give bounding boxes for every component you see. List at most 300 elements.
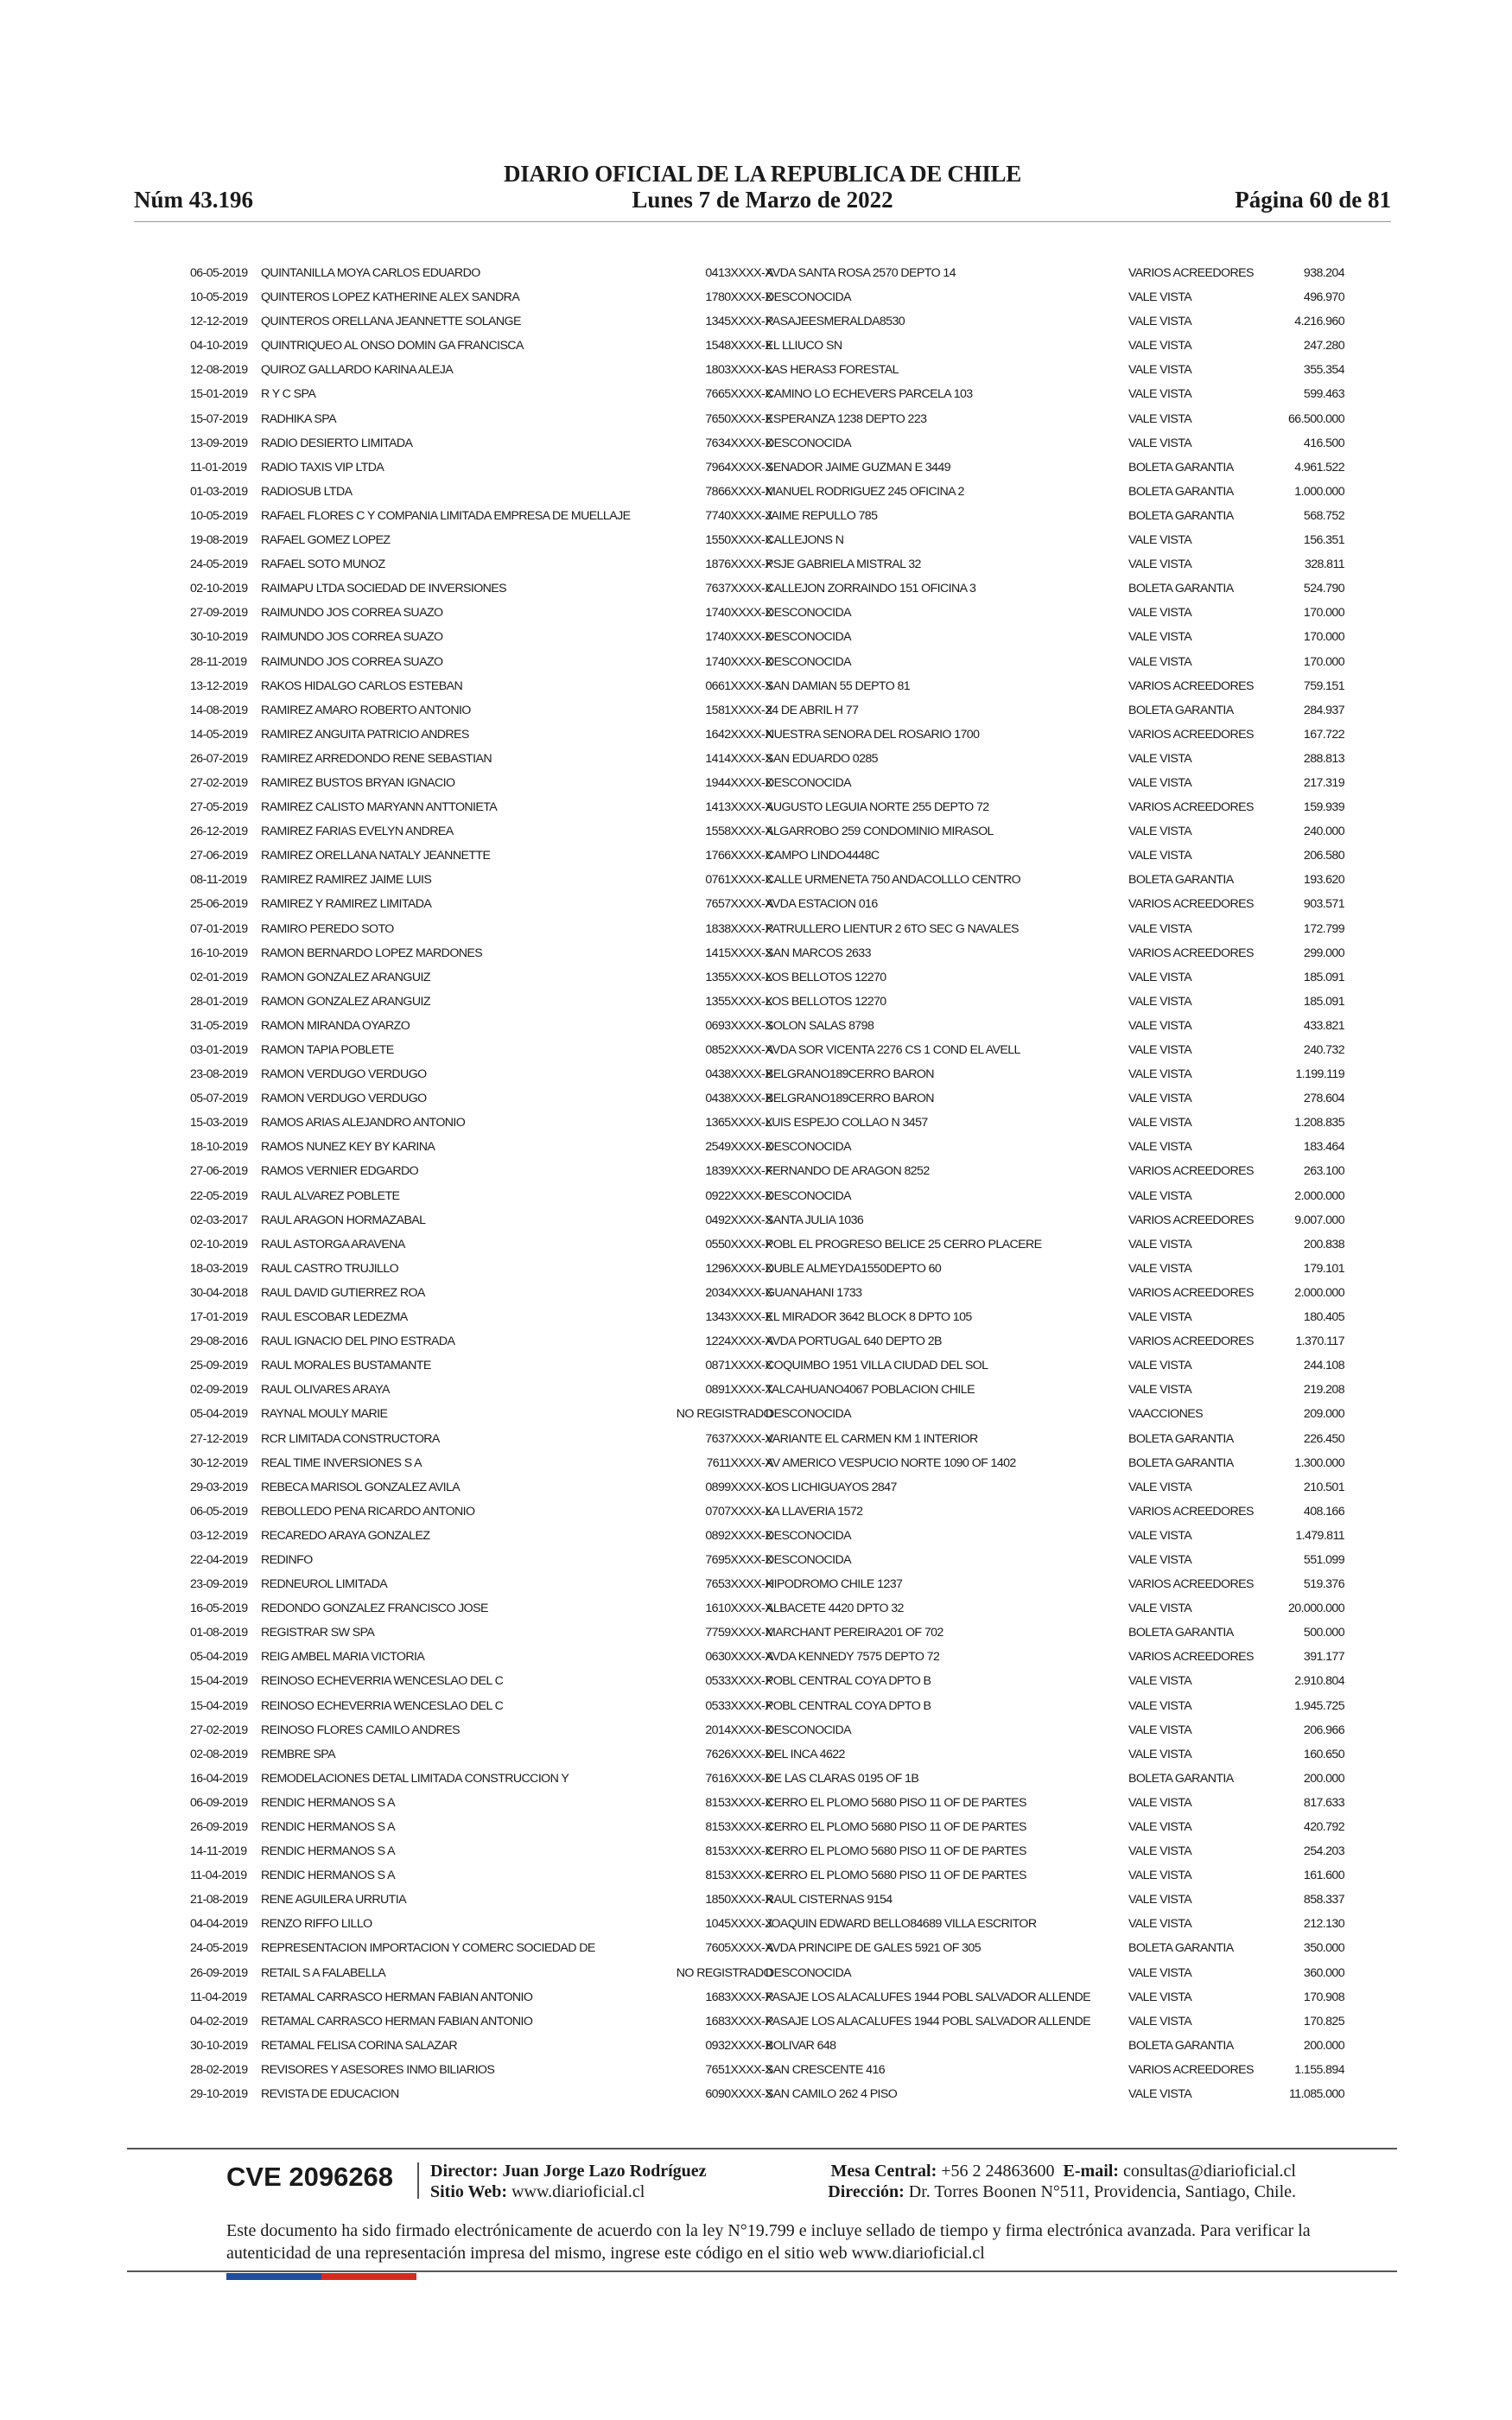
table-row	[187, 1767, 1344, 1791]
record-amount: 938.204	[1303, 266, 1344, 280]
record-rut: 7634XXXX-X	[705, 436, 772, 450]
record-rut: 1740XXXX-X	[705, 630, 772, 645]
record-date: 14-08-2019	[190, 703, 248, 717]
table-row	[187, 917, 1344, 941]
record-date: 31-05-2019	[190, 1018, 248, 1033]
record-name: RADIO TAXIS VIP LTDA	[261, 460, 384, 474]
record-amount: 210.501	[1303, 1480, 1344, 1494]
record-date: 12-12-2019	[190, 315, 248, 329]
record-amount: 1.479.811	[1295, 1528, 1344, 1543]
record-rut: 7605XXXX-X	[705, 1941, 772, 1956]
record-rut: 1345XXXX-X	[705, 315, 772, 329]
record-address: RAUL CISTERNAS 9154	[766, 1893, 893, 1907]
newspaper-title: DIARIO OFICIAL DE LA REPUBLICA DE CHILE	[504, 161, 1021, 187]
record-amount: 350.000	[1303, 1941, 1344, 1956]
record-date: 27-02-2019	[190, 1723, 248, 1737]
record-name: RAYNAL MOULY MARIE	[261, 1407, 388, 1422]
record-name: REBOLLEDO PENA RICARDO ANTONIO	[261, 1504, 475, 1519]
table-row	[187, 261, 1344, 285]
record-amount: 20.000.000	[1287, 1602, 1344, 1616]
record-type: VALE VISTA	[1128, 654, 1192, 669]
table-row	[187, 552, 1344, 576]
record-type: VARIOS ACREEDORES	[1128, 946, 1254, 960]
record-amount: 2.000.000	[1294, 1285, 1344, 1300]
record-type: VALE VISTA	[1128, 411, 1192, 426]
record-rut: 7657XXXX-X	[705, 897, 772, 912]
issue-date: Lunes 7 de Marzo de 2022	[632, 187, 893, 213]
table-row	[187, 334, 1344, 358]
record-rut: 1642XXXX-X	[705, 727, 772, 742]
record-address: CERRO EL PLOMO 5680 PISO 11 OF DE PARTES	[766, 1820, 1026, 1834]
record-type: VALE VISTA	[1128, 1528, 1192, 1543]
record-address: JAIME REPULLO 785	[766, 508, 878, 523]
record-address: TALCAHUANO4067 POBLACION CHILE	[766, 1383, 975, 1398]
record-date: 28-02-2019	[190, 2062, 248, 2077]
record-address: DESCONOCIDA	[766, 1188, 852, 1203]
record-date: 14-05-2019	[190, 727, 248, 742]
table-row	[187, 1548, 1344, 1572]
record-amount: 219.208	[1303, 1383, 1344, 1398]
record-type: VALE VISTA	[1128, 315, 1192, 329]
record-amount: 4.216.960	[1294, 315, 1344, 329]
record-address: COQUIMBO 1951 VILLA CIUDAD DEL SOL	[766, 1359, 988, 1373]
record-name: RAUL ARAGON HORMAZABAL	[261, 1213, 426, 1227]
page-number: Página 60 de 81	[1235, 187, 1391, 213]
record-date: 12-08-2019	[190, 363, 248, 378]
record-address: AUGUSTO LEGUIA NORTE 255 DEPTO 72	[766, 800, 989, 815]
table-row	[187, 1111, 1344, 1135]
record-date: 14-11-2019	[190, 1844, 247, 1859]
record-type: VALE VISTA	[1128, 1893, 1192, 1907]
table-row	[187, 674, 1344, 698]
record-rut: 0533XXXX-X	[705, 1674, 772, 1689]
table-row	[187, 1062, 1344, 1086]
table-row	[187, 723, 1344, 747]
record-address: SAN CAMILO 262 4 PISO	[766, 2087, 898, 2102]
record-date: 28-01-2019	[190, 994, 248, 1009]
record-name: RENDIC HERMANOS S A	[261, 1844, 395, 1859]
record-date: 10-05-2019	[190, 508, 248, 523]
record-amount: 226.450	[1303, 1431, 1344, 1446]
record-rut: 1683XXXX-X	[705, 2014, 772, 2028]
record-address: PASAJE LOS ALACALUFES 1944 POBL SALVADOR ALLENDE	[766, 1990, 1090, 2004]
record-rut: 1838XXXX-X	[705, 921, 772, 936]
table-row	[187, 1014, 1344, 1038]
record-date: 02-10-2019	[190, 1237, 248, 1251]
record-date: 29-10-2019	[190, 2087, 248, 2102]
record-amount: 360.000	[1303, 1965, 1344, 1980]
record-address: LUIS ESPEJO COLLAO N 3457	[766, 1116, 928, 1130]
record-amount: 179.101	[1303, 1261, 1344, 1276]
record-amount: 355.354	[1303, 363, 1344, 378]
record-amount: 1.945.725	[1294, 1698, 1344, 1713]
record-amount: 1.208.835	[1294, 1116, 1344, 1130]
record-rut: 8153XXXX-X	[705, 1820, 772, 1834]
table-row	[187, 1621, 1344, 1645]
record-type: VALE VISTA	[1128, 751, 1192, 766]
record-rut: 1414XXXX-X	[705, 751, 772, 766]
table-row	[187, 698, 1344, 723]
record-name: RENE AGUILERA URRUTIA	[261, 1893, 406, 1907]
record-name: REIG AMBEL MARIA VICTORIA	[261, 1650, 425, 1665]
record-type: VARIOS ACREEDORES	[1128, 2062, 1254, 2077]
record-amount: 299.000	[1303, 946, 1344, 960]
record-type: VALE VISTA	[1128, 849, 1192, 863]
record-name: RAUL MORALES BUSTAMANTE	[261, 1359, 431, 1373]
record-type: VARIOS ACREEDORES	[1128, 1504, 1254, 1519]
table-row	[187, 868, 1344, 892]
record-amount: 200.000	[1303, 2038, 1344, 2053]
record-address: DESCONOCIDA	[766, 654, 852, 669]
record-rut: 1740XXXX-X	[705, 654, 772, 669]
table-row	[187, 747, 1344, 771]
record-type: VARIOS ACREEDORES	[1128, 1650, 1254, 1665]
record-type: VALE VISTA	[1128, 1990, 1192, 2004]
table-row	[187, 771, 1344, 795]
record-amount: 1.300.000	[1294, 1455, 1344, 1470]
record-date: 04-04-2019	[190, 1917, 248, 1932]
table-row	[187, 1718, 1344, 1742]
record-date: 22-05-2019	[190, 1188, 248, 1203]
record-rut: 7637XXXX-X	[705, 582, 772, 596]
record-name: RADIOSUB LTDA	[261, 484, 353, 499]
record-type: VARIOS ACREEDORES	[1128, 1285, 1254, 1300]
record-name: RAMON TAPIA POBLETE	[261, 1043, 394, 1057]
flag-stripe-segment	[321, 2273, 416, 2280]
record-name: RAIMUNDO JOS CORREA SUAZO	[261, 654, 443, 669]
record-rut: 2014XXXX-X	[705, 1723, 772, 1737]
record-rut: 0630XXXX-X	[705, 1650, 772, 1665]
record-type: VALE VISTA	[1128, 1674, 1192, 1689]
record-address: CAMPO LINDO4448C	[766, 849, 880, 863]
record-rut: 0413XXXX-X	[705, 266, 772, 280]
table-row	[187, 1353, 1344, 1378]
record-date: 11-04-2019	[190, 1869, 247, 1883]
table-row	[187, 965, 1344, 990]
record-amount: 200.000	[1303, 1771, 1344, 1786]
record-name: RAUL OLIVARES ARAYA	[261, 1383, 390, 1398]
table-row	[187, 309, 1344, 334]
record-type: VALE VISTA	[1128, 1480, 1192, 1494]
record-type: VALE VISTA	[1128, 1552, 1192, 1567]
record-address: AVDA KENNEDY 7575 DEPTO 72	[766, 1650, 940, 1665]
record-date: 10-05-2019	[190, 290, 248, 305]
record-date: 07-01-2019	[190, 921, 248, 936]
table-row	[187, 1086, 1344, 1111]
table-row	[187, 1305, 1344, 1329]
record-type: VALE VISTA	[1128, 1310, 1192, 1325]
table-row	[187, 504, 1344, 528]
record-date: 06-05-2019	[190, 1504, 248, 1519]
record-date: 05-04-2019	[190, 1407, 248, 1422]
record-rut: 7866XXXX-X	[705, 484, 772, 499]
record-name: RAMON GONZALEZ ARANGUIZ	[261, 970, 430, 984]
record-amount: 263.100	[1303, 1164, 1344, 1179]
record-date: 01-08-2019	[190, 1626, 248, 1640]
record-address: CERRO EL PLOMO 5680 PISO 11 OF DE PARTES	[766, 1795, 1026, 1810]
table-row	[187, 625, 1344, 649]
table-row	[187, 1208, 1344, 1232]
table-row	[187, 1378, 1344, 1402]
record-name: REDNEUROL LIMITADA	[261, 1577, 388, 1592]
record-type: BOLETA GARANTIA	[1128, 484, 1234, 499]
record-address: POBL CENTRAL COYA DPTO B	[766, 1698, 931, 1713]
record-type: VARIOS ACREEDORES	[1128, 1334, 1254, 1349]
record-date: 22-04-2019	[190, 1552, 248, 1567]
record-date: 26-12-2019	[190, 825, 248, 839]
record-type: VALE VISTA	[1128, 825, 1192, 839]
record-amount: 170.000	[1303, 654, 1344, 669]
record-amount: 247.280	[1303, 339, 1344, 353]
address-label: Dirección:	[828, 2182, 905, 2201]
record-type: BOLETA GARANTIA	[1128, 1771, 1234, 1786]
record-rut: 7665XXXX-X	[705, 387, 772, 402]
record-name: RAMIREZ CALISTO MARYANN ANTTONIETA	[261, 800, 498, 815]
record-rut: 0852XXXX-X	[705, 1043, 772, 1057]
record-name: RAKOS HIDALGO CARLOS ESTEBAN	[261, 678, 463, 693]
record-rut: 1296XXXX-X	[705, 1261, 772, 1276]
record-date: 21-08-2019	[190, 1893, 248, 1907]
record-name: RAMIREZ ANGUITA PATRICIO ANDRES	[261, 727, 469, 742]
record-date: 26-07-2019	[190, 751, 248, 766]
record-name: RAFAEL SOTO MUNOZ	[261, 557, 385, 572]
record-type: VALE VISTA	[1128, 1043, 1192, 1057]
site-link[interactable]: www.diarioficial.cl	[511, 2182, 645, 2201]
record-date: 15-07-2019	[190, 411, 248, 426]
table-row	[187, 990, 1344, 1014]
record-amount: 172.799	[1303, 921, 1344, 936]
record-address: ALGARROBO 259 CONDOMINIO MIRASOL	[766, 825, 994, 839]
record-type: VARIOS ACREEDORES	[1128, 678, 1254, 693]
record-amount: 217.319	[1303, 775, 1344, 790]
record-amount: 391.177	[1303, 1650, 1344, 1665]
record-address: LA LLAVERIA 1572	[766, 1504, 863, 1519]
record-type: VALE VISTA	[1128, 1869, 1192, 1883]
record-rut: 1944XXXX-X	[705, 775, 772, 790]
record-address: AVDA PRINCIPE DE GALES 5921 OF 305	[766, 1941, 982, 1956]
email-link[interactable]: consultas@diarioficial.cl	[1122, 2162, 1296, 2181]
record-name: RAMON MIRANDA OYARZO	[261, 1018, 410, 1033]
record-address: CALLEJONS N	[766, 533, 844, 548]
record-rut: 1415XXXX-X	[705, 946, 772, 960]
record-rut: 1780XXXX-X	[705, 290, 772, 305]
record-type: BOLETA GARANTIA	[1128, 1941, 1234, 1956]
record-rut: 0550XXXX-X	[705, 1237, 772, 1251]
record-date: 24-05-2019	[190, 557, 248, 572]
record-amount: 9.007.000	[1294, 1213, 1344, 1227]
record-rut: NO REGISTRADO	[676, 1965, 772, 1980]
record-rut: 1550XXXX-X	[705, 533, 772, 548]
record-date: 29-03-2019	[190, 1480, 248, 1494]
record-name: RAUL CASTRO TRUJILLO	[261, 1261, 399, 1276]
record-name: RAFAEL FLORES C Y COMPANIA LIMITADA EMPRESA DE MUELLAJE	[261, 508, 631, 523]
record-amount: 568.752	[1303, 508, 1344, 523]
record-rut: 1740XXXX-X	[705, 606, 772, 621]
record-name: QUIROZ GALLARDO KARINA ALEJA	[261, 363, 454, 378]
record-rut: 0761XXXX-X	[705, 873, 772, 888]
record-address: AVDA SOR VICENTA 2276 CS 1 COND EL AVELL	[766, 1043, 1020, 1057]
record-amount: 66.500.000	[1287, 411, 1344, 426]
record-rut: 1413XXXX-X	[705, 800, 772, 815]
director-block	[430, 2161, 707, 2202]
record-amount: 11.085.000	[1289, 2087, 1344, 2102]
record-address: DE LAS CLARAS 0195 OF 1B	[766, 1771, 919, 1786]
record-name: RAMON VERDUGO VERDUGO	[261, 1067, 427, 1082]
record-address: BELGRANO189CERRO BARON	[766, 1092, 934, 1106]
record-date: 18-10-2019	[190, 1140, 248, 1155]
record-amount: 183.464	[1303, 1140, 1344, 1155]
table-row	[187, 1791, 1344, 1815]
record-rut: 1766XXXX-X	[705, 849, 772, 863]
record-name: RAMIREZ BUSTOS BRYAN IGNACIO	[261, 775, 455, 790]
record-name: RAUL ESCOBAR LEDEZMA	[261, 1310, 408, 1325]
table-row	[187, 1159, 1344, 1183]
record-name: REDONDO GONZALEZ FRANCISCO JOSE	[261, 1602, 488, 1616]
record-date: 25-09-2019	[190, 1359, 248, 1373]
record-amount: 328.811	[1304, 557, 1344, 572]
record-amount: 185.091	[1303, 994, 1344, 1009]
record-rut: NO REGISTRADO	[676, 1407, 772, 1422]
record-date: 28-11-2019	[190, 654, 247, 669]
record-address: DESCONOCIDA	[766, 630, 852, 645]
record-type: VARIOS ACREEDORES	[1128, 800, 1254, 815]
record-amount: 817.633	[1303, 1795, 1344, 1810]
table-row	[187, 480, 1344, 504]
record-name: RAUL ASTORGA ARAVENA	[261, 1237, 405, 1251]
table-row	[187, 1863, 1344, 1888]
record-rut: 7650XXXX-X	[705, 411, 772, 426]
record-address: DESCONOCIDA	[766, 1552, 852, 1567]
record-address: AVDA SANTA ROSA 2570 DEPTO 14	[766, 266, 956, 280]
record-address: SAN DAMIAN 55 DEPTO 81	[766, 678, 911, 693]
record-address: MANUEL RODRIGUEZ 245 OFICINA 2	[766, 484, 964, 499]
record-date: 15-03-2019	[190, 1116, 248, 1130]
record-amount: 1.155.894	[1294, 2062, 1344, 2077]
record-name: REGISTRAR SW SPA	[261, 1626, 375, 1640]
mesa-phone: +56 2 24863600	[941, 2162, 1055, 2181]
record-amount: 496.970	[1303, 290, 1344, 305]
record-type: VALE VISTA	[1128, 436, 1192, 450]
record-rut: 1558XXXX-X	[705, 825, 772, 839]
table-row	[187, 455, 1344, 480]
table-row	[187, 576, 1344, 601]
record-address: CALLE URMENETA 750 ANDACOLLLO CENTRO	[766, 873, 1021, 888]
record-rut: 0438XXXX-X	[705, 1092, 772, 1106]
record-type: BOLETA GARANTIA	[1128, 1455, 1234, 1470]
record-address: LOS LICHIGUAYOS 2847	[766, 1480, 897, 1494]
record-name: QUINTANILLA MOYA CARLOS EDUARDO	[261, 266, 480, 280]
table-row	[187, 1572, 1344, 1596]
issue-number: Núm 43.196	[134, 187, 254, 213]
record-date: 23-09-2019	[190, 1577, 248, 1592]
record-name: RADHIKA SPA	[261, 411, 336, 426]
record-rut: 1045XXXX-X	[705, 1917, 772, 1932]
email-label: E-mail:	[1063, 2162, 1119, 2181]
table-row	[187, 1936, 1344, 1960]
footer-separator	[417, 2162, 419, 2199]
record-amount: 278.604	[1303, 1092, 1344, 1106]
record-amount: 284.937	[1303, 703, 1344, 717]
record-address: DESCONOCIDA	[766, 775, 852, 790]
record-type: BOLETA GARANTIA	[1128, 703, 1234, 717]
record-date: 01-03-2019	[190, 484, 248, 499]
chile-flag-stripe	[226, 2273, 416, 2280]
table-row	[187, 1232, 1344, 1257]
record-rut: 1876XXXX-X	[705, 557, 772, 572]
director-name: Juan Jorge Lazo Rodríguez	[502, 2162, 707, 2181]
record-name: RAMIREZ Y RAMIREZ LIMITADA	[261, 897, 432, 912]
record-address: DESCONOCIDA	[766, 1723, 852, 1737]
record-name: RAMON GONZALEZ ARANGUIZ	[261, 994, 430, 1009]
record-address: ALBACETE 4420 DPTO 32	[766, 1602, 904, 1616]
record-amount: 212.130	[1303, 1917, 1344, 1932]
record-rut: 0492XXXX-X	[705, 1213, 772, 1227]
record-name: RETAMAL CARRASCO HERMAN FABIAN ANTONIO	[261, 1990, 533, 2004]
record-name: RAMOS NUNEZ KEY BY KARINA	[261, 1140, 435, 1155]
record-amount: 240.000	[1303, 825, 1344, 839]
record-amount: 551.099	[1303, 1552, 1344, 1567]
record-amount: 185.091	[1303, 970, 1344, 984]
director-label: Director:	[430, 2162, 499, 2181]
record-rut: 0899XXXX-X	[705, 1480, 772, 1494]
record-rut: 1355XXXX-X	[705, 994, 772, 1009]
record-amount: 180.405	[1303, 1310, 1344, 1325]
record-rut: 7695XXXX-X	[705, 1552, 772, 1567]
record-rut: 1610XXXX-X	[705, 1602, 772, 1616]
table-row	[187, 528, 1344, 552]
record-type: BOLETA GARANTIA	[1128, 1626, 1234, 1640]
record-type: VALE VISTA	[1128, 557, 1192, 572]
record-address: DESCONOCIDA	[766, 1407, 852, 1422]
record-amount: 1.000.000	[1294, 484, 1344, 499]
record-type: VALE VISTA	[1128, 1067, 1192, 1082]
record-address: HIPODROMO CHILE 1237	[766, 1577, 903, 1592]
record-address: FERNANDO DE ARAGON 8252	[766, 1164, 930, 1179]
record-rut: 1548XXXX-X	[705, 339, 772, 353]
record-type: VALE VISTA	[1128, 1140, 1192, 1155]
record-address: CERRO EL PLOMO 5680 PISO 11 OF DE PARTES	[766, 1869, 1026, 1883]
record-name: RENDIC HERMANOS S A	[261, 1820, 395, 1834]
record-rut: 1224XXXX-X	[705, 1334, 772, 1349]
record-type: BOLETA GARANTIA	[1128, 873, 1234, 888]
record-date: 02-03-2017	[190, 1213, 248, 1227]
record-rut: 0707XXXX-X	[705, 1504, 772, 1519]
record-amount: 254.203	[1303, 1844, 1344, 1859]
record-amount: 519.376	[1303, 1577, 1344, 1592]
record-type: VALE VISTA	[1128, 1820, 1192, 1834]
record-date: 30-04-2018	[190, 1285, 248, 1300]
record-rut: 0661XXXX-X	[705, 678, 772, 693]
record-address: DESCONOCIDA	[766, 436, 852, 450]
record-type: VARIOS ACREEDORES	[1128, 1213, 1254, 1227]
record-address: AV AMERICO VESPUCIO NORTE 1090 OF 1402	[766, 1455, 1016, 1470]
table-row	[187, 941, 1344, 965]
record-name: RENDIC HERMANOS S A	[261, 1795, 395, 1810]
record-amount: 156.351	[1303, 533, 1344, 548]
record-type: VALE VISTA	[1128, 1844, 1192, 1859]
record-rut: 2034XXXX-X	[705, 1285, 772, 1300]
record-name: REINOSO FLORES CAMILO ANDRES	[261, 1723, 460, 1737]
record-name: RETAMAL CARRASCO HERMAN FABIAN ANTONIO	[261, 2014, 533, 2028]
table-row	[187, 1961, 1344, 1985]
record-date: 02-10-2019	[190, 582, 248, 596]
record-address: SANTA JULIA 1036	[766, 1213, 864, 1227]
record-type: VALE VISTA	[1128, 1917, 1192, 1932]
record-rut: 8153XXXX-X	[705, 1844, 772, 1859]
record-date: 30-10-2019	[190, 2038, 248, 2053]
record-rut: 7740XXXX-X	[705, 508, 772, 523]
record-amount: 2.910.804	[1294, 1674, 1344, 1689]
